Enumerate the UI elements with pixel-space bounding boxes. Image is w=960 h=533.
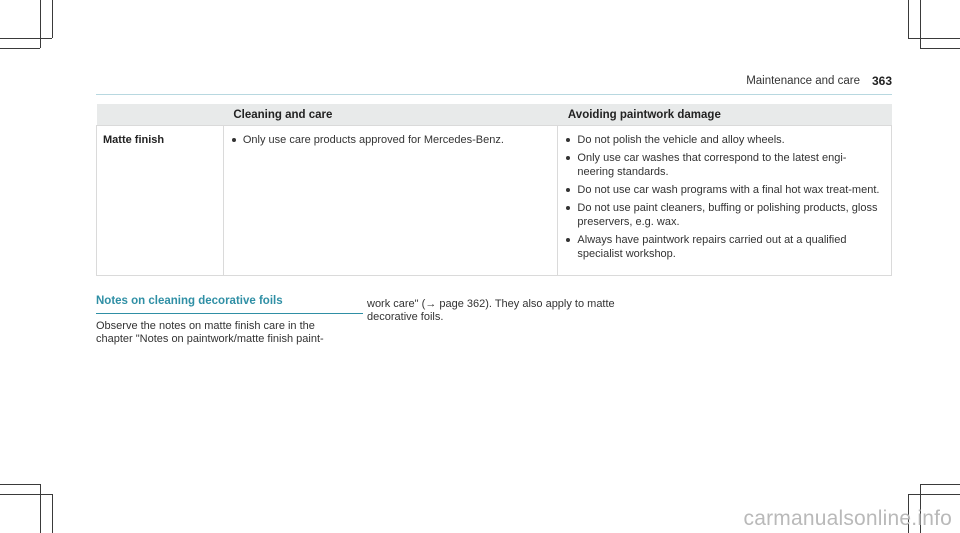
crop-mark <box>0 484 40 485</box>
crop-mark <box>920 0 921 48</box>
crop-mark <box>0 494 52 495</box>
column-header-cleaning: Cleaning and care <box>223 104 558 126</box>
cleaning-cell <box>223 126 558 276</box>
column-header <box>97 104 224 126</box>
page-reference[interactable]: page 362). They also apply to matte decorative foils. <box>367 298 615 323</box>
crop-mark <box>52 0 53 38</box>
crop-mark <box>908 0 909 38</box>
cleaning-list <box>230 133 550 147</box>
list-item: Do not polish the vehicle and alloy wheels. <box>564 133 883 147</box>
running-header <box>96 74 892 95</box>
crop-mark <box>908 38 960 39</box>
list-item: Always have paintwork repairs carried out at a qualified specialist workshop. <box>564 233 883 261</box>
avoiding-cell <box>558 126 892 276</box>
crop-mark <box>52 494 53 533</box>
list-item: Only use care products approved for Mercedes-Benz. <box>230 133 550 147</box>
list-item: Only use car washes that correspond to the latest engi-neering standards. <box>564 151 883 179</box>
column-header-avoiding: Avoiding paintwork damage <box>558 104 892 126</box>
avoiding-list <box>564 133 883 261</box>
crop-mark <box>908 494 960 495</box>
crop-mark <box>40 0 41 48</box>
body-text-col1: Observe the notes on matte finish care in the chapter "Notes on paintwork/matte finish paint- <box>96 320 324 345</box>
section-title: Maintenance and care <box>746 75 860 87</box>
page-number: 363 <box>871 74 892 88</box>
table-header-row <box>97 104 892 126</box>
crop-mark <box>0 48 40 49</box>
row-label: Matte finish <box>97 126 224 276</box>
body-text: work care" ( <box>367 298 426 310</box>
list-item: Do not use paint cleaners, buffing or polishing products, gloss preservers, e.g. wax. <box>564 201 883 229</box>
arrow-right-icon: → <box>425 298 437 310</box>
care-table <box>96 104 892 276</box>
table-row <box>97 126 892 276</box>
crop-mark <box>0 38 52 39</box>
crop-mark <box>920 48 960 49</box>
body-text-col2 <box>367 298 617 324</box>
crop-mark <box>40 484 41 533</box>
section-heading: Notes on cleaning decorative foils <box>96 295 363 314</box>
crop-mark <box>920 484 960 485</box>
watermark: carmanualsonline.info <box>743 507 952 530</box>
list-item: Do not use car wash programs with a final hot wax treat-ment. <box>564 183 883 197</box>
